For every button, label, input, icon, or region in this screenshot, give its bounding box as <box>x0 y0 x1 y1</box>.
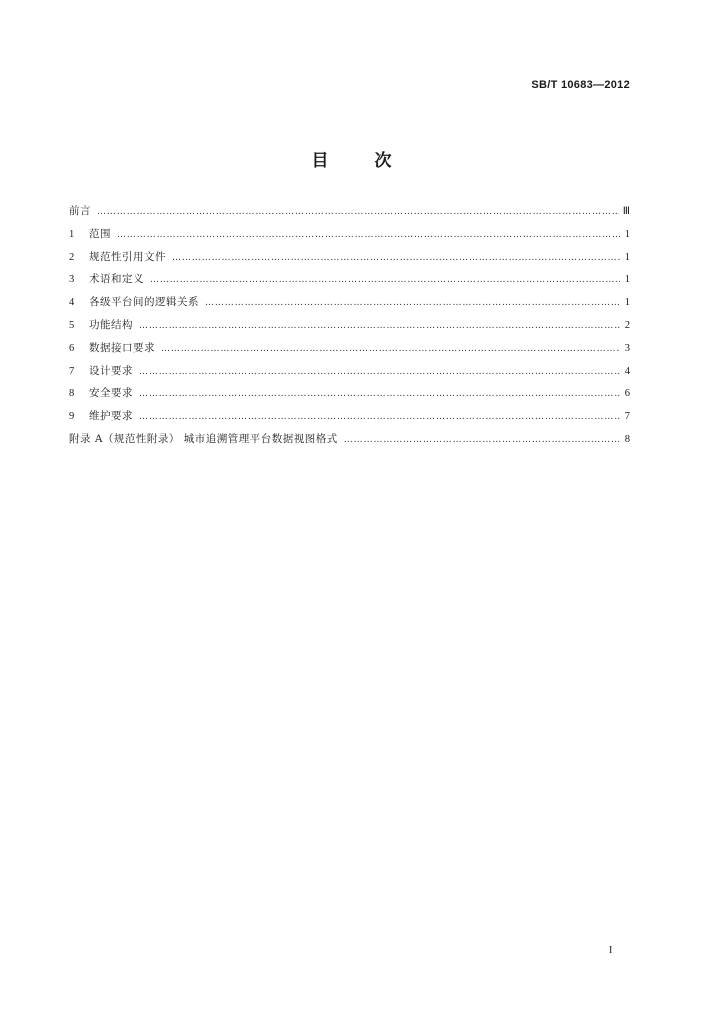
toc-entry-4[interactable] <box>69 295 630 318</box>
toc-page-number: 1 <box>624 251 630 263</box>
toc-page-number: 4 <box>624 365 630 377</box>
toc-leader-dots <box>139 365 620 379</box>
toc-label: 功能结构 <box>89 318 133 331</box>
toc-page-number: 8 <box>624 433 630 445</box>
toc-leader-dots <box>161 342 620 356</box>
page-title <box>0 146 703 171</box>
toc-page-number: 1 <box>624 228 630 240</box>
title-char-2: 次 <box>374 151 392 171</box>
toc-label: 术语和定义 <box>89 273 144 286</box>
toc-page-number: 1 <box>624 274 630 286</box>
toc-leader-dots <box>344 433 620 447</box>
toc-leader-dots <box>139 410 620 424</box>
toc-number: 5 <box>69 319 75 331</box>
standard-code: SB/T 10683—2012 <box>531 79 630 91</box>
toc-number: 2 <box>69 251 75 263</box>
toc-leader-dots <box>139 387 620 401</box>
toc-label: 附录 A（规范性附录） 城市追溯管理平台数据视图格式 <box>69 432 338 445</box>
toc-number: 3 <box>69 274 75 286</box>
toc-entry-appendix-a[interactable] <box>69 432 630 455</box>
toc-number: 9 <box>69 411 75 423</box>
toc-page-number: 2 <box>624 319 630 331</box>
toc-label: 各级平台间的逻辑关系 <box>89 296 199 309</box>
page-number: I <box>609 945 613 956</box>
toc-entry-5[interactable] <box>69 318 630 341</box>
toc-label: 规范性引用文件 <box>89 250 166 263</box>
toc-page-number: 1 <box>624 297 630 309</box>
toc-number: 6 <box>69 342 75 354</box>
toc-entry-8[interactable] <box>69 386 630 409</box>
title-char-1: 目 <box>311 151 329 171</box>
toc-page-number: Ⅲ <box>622 206 630 217</box>
toc-leader-dots <box>172 251 620 265</box>
table-of-contents <box>69 204 630 455</box>
toc-number: 1 <box>69 228 75 240</box>
toc-label: 范围 <box>89 227 111 240</box>
toc-leader-dots <box>97 205 619 219</box>
toc-page-number: 3 <box>624 342 630 354</box>
toc-label: 前言 <box>69 205 91 217</box>
toc-label: 安全要求 <box>89 387 133 400</box>
toc-page-number: 6 <box>624 388 630 400</box>
toc-leader-dots <box>150 273 620 287</box>
toc-label: 设计要求 <box>89 364 133 377</box>
toc-number: 4 <box>69 297 75 309</box>
toc-number: 7 <box>69 365 75 377</box>
toc-entry-1[interactable] <box>69 227 630 250</box>
toc-page-number: 7 <box>624 411 630 423</box>
toc-entry-7[interactable] <box>69 364 630 387</box>
toc-entry-foreword[interactable] <box>69 204 630 227</box>
toc-entry-9[interactable] <box>69 409 630 432</box>
toc-label: 数据接口要求 <box>89 341 155 354</box>
toc-entry-6[interactable] <box>69 341 630 364</box>
toc-leader-dots <box>205 296 620 310</box>
toc-leader-dots <box>117 228 620 242</box>
toc-number: 8 <box>69 388 75 400</box>
toc-label: 维护要求 <box>89 410 133 423</box>
toc-leader-dots <box>139 319 620 333</box>
toc-entry-3[interactable] <box>69 272 630 295</box>
toc-entry-2[interactable] <box>69 250 630 273</box>
